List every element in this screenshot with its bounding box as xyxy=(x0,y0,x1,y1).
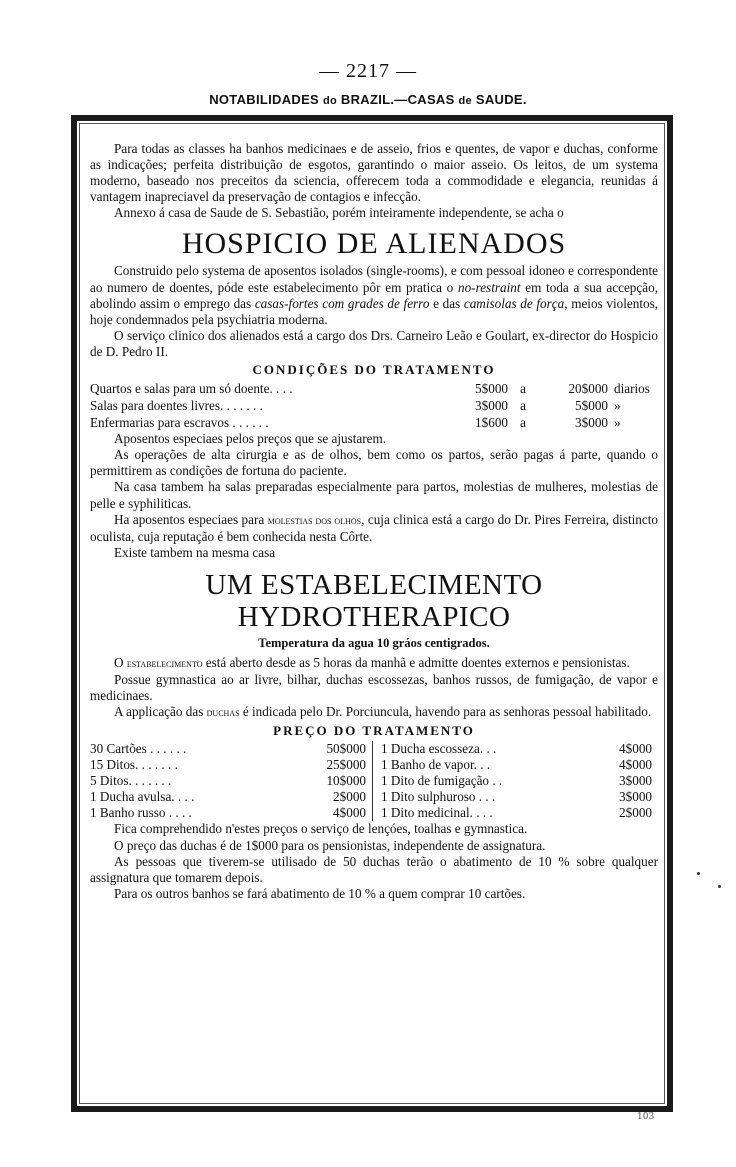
treatment-row-value: 25$000 xyxy=(326,757,366,773)
hydro-p3-a: A applicação das xyxy=(114,704,207,720)
hydro-p1-a: O xyxy=(114,654,127,670)
conditions-paragraph-4 xyxy=(90,512,658,545)
treatment-paragraph-1: Fica comprehendido n'estes preços o serviço de lençóes, toalhas e gymnastica. xyxy=(114,821,528,837)
hospicio-text-g: , meios violentos, hoje condemnados pela psychiatria moderna. xyxy=(90,295,659,327)
conditions-row-from: 3$000 xyxy=(475,398,508,414)
treatment-row xyxy=(90,805,372,821)
conditions-row-from: 5$000 xyxy=(475,381,508,397)
conditions-row-to: 5$000 xyxy=(575,398,608,414)
conditions-paragraph-1: Aposentos especiaes pelos preços que se ajustarem. xyxy=(114,431,387,447)
conditions-row-unit: diarios xyxy=(614,381,650,397)
conditions-row-label: Salas para doentes livres. . . . . . . xyxy=(90,398,263,414)
running-head-part2: do xyxy=(322,95,337,107)
hydro-p1-b: está aberto desde as 5 horas da manhã e admitte doentes externos e pensionistas. xyxy=(202,654,630,670)
treatment-row-label: 1 Ducha avulsa. . . . xyxy=(90,789,195,805)
hospicio-title: HOSPICIO DE ALIENADOS xyxy=(181,227,567,261)
hospicio-paragraph-1 xyxy=(90,263,658,327)
conditions-row-unit: » xyxy=(614,398,621,414)
conditions-p4-sc: molestias dos olhos xyxy=(267,514,362,527)
hospicio-text-b: no-restraint xyxy=(457,279,521,295)
hydro-subtitle: Temperatura da agua 10 gráos centigrados. xyxy=(258,635,490,650)
treatment-row-label: 1 Dito de fumigação . . xyxy=(381,773,503,789)
treatment-row xyxy=(381,789,658,805)
treatment-row-label: 1 Dito sulphuroso . . . xyxy=(381,789,496,805)
treatment-row-label: 1 Ducha escosseza. . . xyxy=(381,741,497,757)
running-head-part1: NOTABILIDADES xyxy=(209,92,320,107)
hospicio-text-e: e das xyxy=(429,295,464,311)
hospicio-text-c: em toda a sua accepção, abolindo assim o emprego das xyxy=(90,279,658,311)
treatment-row-value: 10$000 xyxy=(326,773,366,789)
conditions-row-to: 3$000 xyxy=(575,415,608,431)
speck xyxy=(718,885,721,888)
conditions-row xyxy=(90,414,658,431)
conditions-paragraph-3: Na casa tambem ha salas preparadas especialmente para partos, molestias de mulheres, molestias de pelle e syphiliticas. xyxy=(90,479,658,511)
conditions-row-a: a xyxy=(520,415,526,431)
conditions-row xyxy=(90,397,658,414)
conditions-paragraph-2: As operações de alta cirurgia e as de olhos, bem como os partos, serão pagas á parte, quando o permittirem as condições de fortuna do paciente. xyxy=(90,447,658,479)
conditions-title: CONDIÇÕES DO TRATAMENTO xyxy=(252,362,496,378)
hospicio-text-f: camisolas de força xyxy=(463,295,565,311)
speck xyxy=(697,872,700,875)
treatment-row-value: 4$000 xyxy=(333,805,366,821)
advertisement-body xyxy=(90,141,658,902)
printer-mark: 103 xyxy=(637,1112,655,1122)
hydro-p1-sc: estabelecimento xyxy=(126,657,203,670)
treatment-row-value: 4$000 xyxy=(619,741,652,757)
treatment-row-value: 2$000 xyxy=(333,789,366,805)
treatment-row-value: 50$000 xyxy=(326,741,366,757)
treatment-row xyxy=(90,773,372,789)
treatment-row-value: 2$000 xyxy=(619,805,652,821)
treatment-row-value: 4$000 xyxy=(619,757,652,773)
treatment-row xyxy=(381,757,658,773)
conditions-p4-b: , cuja clinica está a cargo do Dr. Pires Ferreira, distincto oculista, cuja reputação é bem conhecida nesta Côrte. xyxy=(90,511,658,544)
treatment-paragraph-3: As pessoas que tiverem-se utilisado de 50 duchas terão o abatimento de 10 % sobre qualquer assignatura que tomarem depois. xyxy=(90,853,658,885)
treatment-row xyxy=(90,757,372,773)
treatment-row xyxy=(90,789,372,805)
hospicio-paragraph-2: O serviço clinico dos alienados está a cargo dos Drs. Carneiro Leão e Goulart, ex-director do Hospicio de D. Pedro II. xyxy=(90,327,658,359)
treatment-row xyxy=(381,773,658,789)
treatment-row-label: 15 Ditos. . . . . . . xyxy=(90,757,178,773)
treatment-paragraph-2: O preço das duchas é de 1$000 para os pensionistas, independente de assignatura. xyxy=(114,837,546,853)
treatment-paragraph-4: Para os outros banhos se fará abatimento de 10 % a quem comprar 10 cartões. xyxy=(114,885,526,901)
page-number: — 2217 — xyxy=(319,60,417,82)
conditions-row-label: Quartos e salas para um só doente. . . . xyxy=(90,381,293,397)
treatment-column-right xyxy=(373,741,658,821)
treatment-row-label: 5 Ditos. . . . . . . xyxy=(90,773,172,789)
treatment-row xyxy=(381,741,658,757)
conditions-row-unit: » xyxy=(614,415,621,431)
hydro-paragraph-1 xyxy=(90,655,658,672)
conditions-row-a: a xyxy=(520,381,526,397)
conditions-paragraph-5: Existe tambem na mesma casa xyxy=(114,544,276,560)
treatment-row xyxy=(381,805,658,821)
hydro-p3-b: é indicada pelo Dr. Porciuncula, havendo para as senhoras pessoal habilitado. xyxy=(239,704,652,720)
intro-paragraph-1: Para todas as classes ha banhos medicinaes e de asseio, frios e quentes, de vapor e duchas, conforme as indicações; perfeita distribuição de esgotos, garantindo o maior asseio. Os leitos, de um systema moderno, baseado nos preceitos da sciencia, offerecem toda a commodidade e elegancia, reunidas á vantagem inapreciavel da preservação de contagios e infecção. xyxy=(90,141,658,205)
treatment-row-value: 3$000 xyxy=(619,789,652,805)
running-head-part3: BRAZIL.—CASAS xyxy=(340,92,455,107)
hydro-p3-sc: duchas xyxy=(206,707,240,720)
conditions-row-from: 1$600 xyxy=(475,415,508,431)
treatment-row-value: 3$000 xyxy=(619,773,652,789)
treatment-row-label: 1 Banho russo . . . . xyxy=(90,805,192,821)
treatment-row-label: 1 Dito medicinal. . . . xyxy=(381,805,493,821)
treatment-row-label: 30 Cartões . . . . . . xyxy=(90,741,187,757)
treatment-row-label: 1 Banho de vapor. . . xyxy=(381,757,491,773)
treatment-title: PREÇO DO TRATAMENTO xyxy=(273,723,475,739)
hospicio-text-d: casas-fortes com grades de ferro xyxy=(254,295,430,311)
running-head xyxy=(0,92,736,107)
treatment-column-left xyxy=(90,741,373,821)
running-head-part5: SAUDE. xyxy=(475,92,527,107)
conditions-row-a: a xyxy=(520,398,526,414)
hydro-paragraph-3 xyxy=(90,704,658,721)
conditions-row xyxy=(90,380,658,397)
conditions-table xyxy=(90,380,658,431)
hydro-title: UM ESTABELECIMENTO HYDROTHERAPICO xyxy=(205,568,543,633)
hydro-paragraph-2: Possue gymnastica ao ar livre, bilhar, duchas escossezas, banhos russos, de fumigação, de vapor e medicinaes. xyxy=(90,672,658,704)
conditions-p4-a: Ha aposentos especiaes para xyxy=(114,511,268,527)
hospicio-text-a: Construido pelo systema de aposentos isolados (single-rooms), e com pessoal idoneo e correspondente ao numero de doentes, póde este estabelecimento pôr em pratica o xyxy=(90,263,658,295)
running-head-part4: de xyxy=(458,95,472,107)
conditions-row-label: Enfermarias para escravos . . . . . . xyxy=(90,415,269,431)
treatment-row xyxy=(90,741,372,757)
conditions-row-to: 20$000 xyxy=(568,381,608,397)
treatment-table xyxy=(90,741,658,821)
intro-paragraph-2: Annexo á casa de Saude de S. Sebastião, porém inteiramente independente, se acha o xyxy=(114,205,564,221)
